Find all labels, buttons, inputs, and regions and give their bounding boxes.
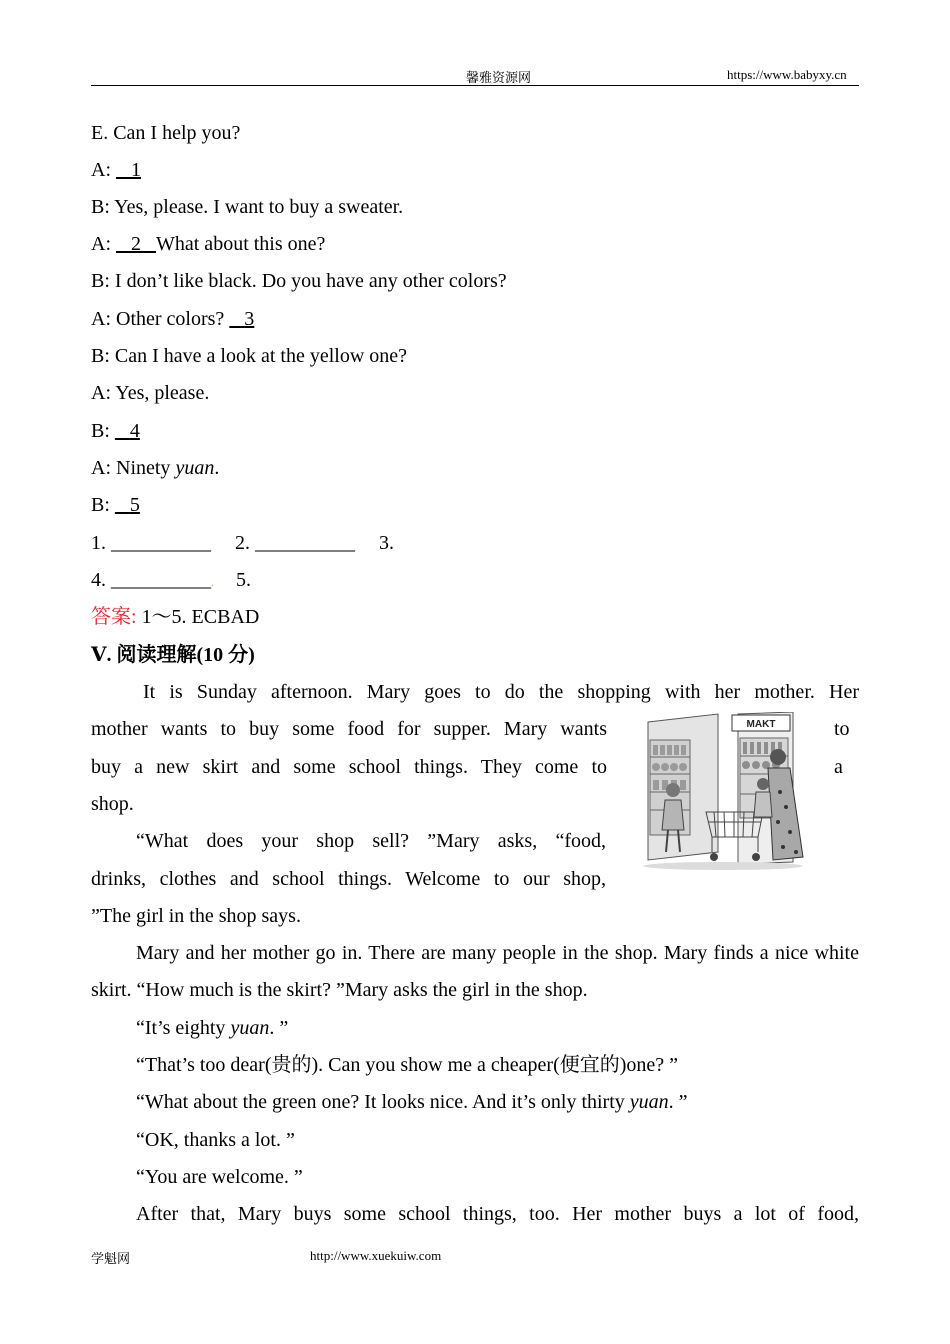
passage-quote-2: “That’s too dear(贵的). Can you show me a cheaper(便宜的)one? ” [136, 1054, 679, 1076]
shop-illustration [628, 712, 810, 872]
speaker-label: B: [91, 196, 110, 218]
answer-blank-4: 4. __________ [91, 569, 211, 591]
currency-word: yuan [230, 1017, 270, 1039]
passage-p2-line2: drinks, clothes and school things. Welcome to our shop, [91, 868, 606, 890]
answer-key [91, 605, 259, 629]
dialog-text: Ninety [116, 457, 171, 479]
passage-p1-line3-end: a [834, 756, 843, 778]
passage-quote-1: “It’s eighty yuan. ” [136, 1017, 289, 1039]
answer-blank-2: 2. __________ [235, 532, 355, 554]
blank-5: 5 [129, 494, 140, 516]
answer-label: 答案: [91, 606, 137, 628]
passage-quote-3: “What about the green one? It looks nice. And it’s only thirty yuan. ” [136, 1091, 688, 1113]
speaker-label: B: [91, 494, 110, 516]
passage-p1-line4: shop. [91, 793, 134, 815]
dialog-line-4 [91, 269, 507, 293]
blank-4: 4 [129, 420, 140, 442]
dialog-line-8 [91, 419, 140, 443]
shop-sign: MAKT [746, 719, 776, 730]
passage-last-line: After that, Mary buys some school things, too. Her mother buys a lot of food, [136, 1203, 859, 1225]
dialog-line-7 [91, 381, 209, 405]
speaker-label: A: [91, 308, 111, 330]
dialog-line-3 [91, 232, 325, 256]
header-site-name: 馨雅资源网 [466, 70, 532, 85]
speaker-label: A: [91, 457, 111, 479]
dialog-text: Yes, please. [115, 382, 210, 404]
speaker-label: A: [91, 233, 111, 255]
dialog-text: What about this one? [156, 233, 326, 255]
passage-p1-line3: buy a new skirt and some school things. They come to [91, 756, 607, 778]
dot-mark: . [211, 575, 214, 589]
dialog-text: Yes, please. I want to buy a sweater. [114, 196, 404, 218]
currency-word: yuan [629, 1091, 669, 1113]
passage-p1-line2: mother wants to buy some food for supper. Mary wants [91, 718, 607, 740]
header-site-url[interactable]: https://www.babyxy.cn [727, 67, 847, 82]
blank-2: 2 [131, 233, 141, 255]
footer-site-url[interactable]: http://www.xuekuiw.com [310, 1248, 442, 1263]
speaker-label: B: [91, 345, 110, 367]
dialog-line-6 [91, 344, 407, 368]
blank-3: 3 [244, 308, 255, 330]
passage-quote-5: “You are welcome. ” [136, 1166, 303, 1188]
dialog-line-1 [91, 158, 141, 182]
answer-blank-5: 5. [236, 569, 251, 591]
answer-text: 1～5. ECBAD [141, 606, 260, 628]
blank-1: 1 [131, 159, 141, 181]
dialog-text: I don’t like black. Do you have any other colors? [114, 270, 507, 292]
speaker-label: A: [91, 159, 111, 181]
footer-site-name: 学魁网 [91, 1251, 131, 1266]
answer-blank-3: 3. [379, 532, 394, 554]
passage-quote-4: “OK, thanks a lot. ” [136, 1129, 295, 1151]
header-divider [91, 85, 859, 86]
speaker-label: B: [91, 420, 110, 442]
speaker-label: B: [91, 270, 110, 292]
passage-p2-line3: ”The girl in the shop says. [91, 905, 301, 927]
passage-p2-line1: “What does your shop sell? ”Mary asks, “food, [136, 830, 606, 852]
speaker-label: A: [91, 382, 111, 404]
passage-p3: Mary and her mother go in. There are many people in the shop. Mary finds a nice white skirt. “How much is the skirt? ”Mary asks the girl in the shop. [91, 942, 859, 1002]
answer-blank-1: 1. __________ [91, 532, 211, 554]
currency-word: yuan [175, 457, 215, 479]
dialog-line-2 [91, 195, 403, 219]
dialog-line-9: A: Ninety yuan. [91, 457, 220, 479]
answer-row-1 [91, 531, 394, 555]
section-title: Ⅴ. 阅读理解(10 分) [91, 644, 255, 666]
passage-p1-line2-end: to [834, 718, 850, 740]
dialog-text: Other colors? [116, 308, 225, 330]
answer-row-2 [91, 568, 251, 594]
dialog-line-5 [91, 307, 254, 331]
dialog-text: Can I have a look at the yellow one? [114, 345, 408, 367]
option-e: E. Can I help you? [91, 122, 241, 144]
passage-p1-line1: It is Sunday afternoon. Mary goes to do the shopping with her mother. Her [143, 681, 859, 703]
dialog-line-10 [91, 493, 140, 517]
